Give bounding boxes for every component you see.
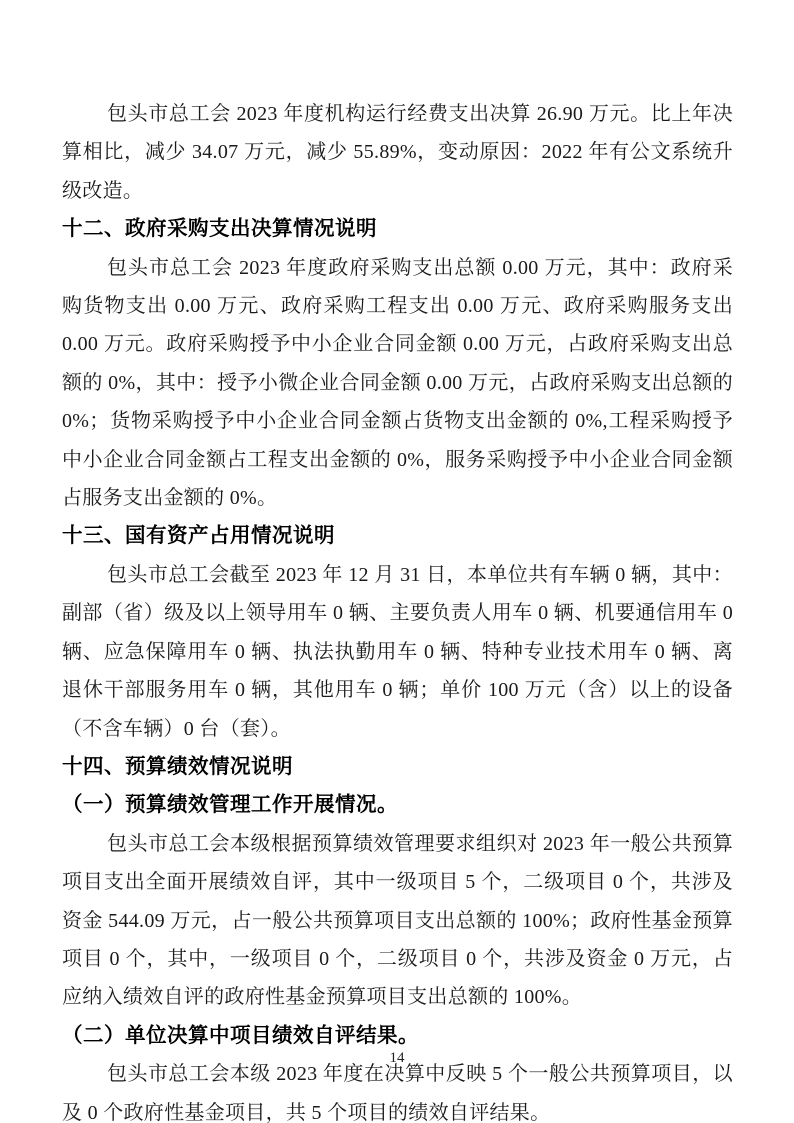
document-body (62, 95, 733, 1123)
para-gov-procurement-details: 包头市总工会 2023 年度政府采购支出总额 0.00 万元，其中：政府采购货物支出 0.00 万元、政府采购工程支出 0.00 万元、政府采购服务支出 0.00 万元。政府采购授予中小企业合同金额 0.00 万元，占政府采购支出总额的 0%，其中：授予小微企业合同金额 0.00 万元，占政府采购支出总额的 0%；货物采购授予中小企业合同金额占货物支出金额的 0%,工程采购授予中小企业合同金额占工程支出金额的 0%，服务采购授予中小企业合同金额占服务支出金额的 0%。 (62, 256, 733, 510)
page-number: 14 (389, 1050, 405, 1066)
section-heading-12-gov-procurement: 十二、政府采购支出决算情况说明 (62, 217, 377, 241)
para-performance-self-evaluation: 包头市总工会本级根据预算绩效管理要求组织对 2023 年一般公共预算项目支出全面开展绩效自评，其中一级项目 5 个，二级项目 0 个，共涉及资金 544.09 万元，占一般公共预算项目支出总额的 100%；政府性基金预算项目 0 个，其中，一级项目 0 个，二级项目 0 个，共涉及资金 0 万元，占应纳入绩效自评的政府性基金预算项目支出总额的 100%。 (62, 832, 733, 1009)
para-operating-costs: 包头市总工会 2023 年度机构运行经费支出决算 26.90 万元。比上年决算相比，减少 34.07 万元，减少 55.89%，变动原因：2022 年有公文系统升级改造。 (62, 103, 733, 202)
subheading-project-self-eval-results: （二）单位决算中项目绩效自评结果。 (62, 1023, 419, 1047)
para-self-eval-summary: 包头市总工会本级 2023 年度在决算中反映 5 个一般公共预算项目，以及 0 个政府性基金项目，共 5 个项目的绩效自评结果。 (62, 1063, 733, 1123)
section-heading-13-state-assets: 十三、国有资产占用情况说明 (62, 524, 335, 548)
para-state-assets-details: 包头市总工会截至 2023 年 12 月 31 日，本单位共有车辆 0 辆，其中：副部（省）级及以上领导用车 0 辆、主要负责人用车 0 辆、机要通信用车 0 辆、应急保障用车 0 辆、执法执勤用车 0 辆、特种专业技术用车 0 辆、离退休干部服务用车 0 辆，其他用车 0 辆；单价 100 万元（含）以上的设备（不含车辆）0 台（套）。 (62, 563, 733, 740)
section-heading-14-budget-performance: 十四、预算绩效情况说明 (62, 754, 293, 778)
subheading-performance-management-work: （一）预算绩效管理工作开展情况。 (62, 793, 398, 817)
